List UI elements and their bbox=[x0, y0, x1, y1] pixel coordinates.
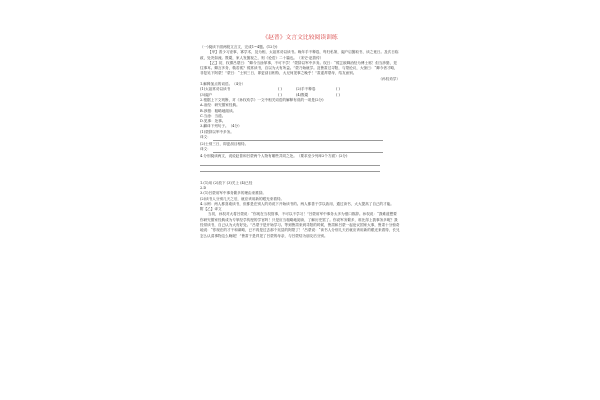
answer-line bbox=[213, 136, 383, 141]
q1-item: (1)太祖常劝以读书 bbox=[200, 87, 231, 92]
translation-heading: 附【乙】译文 bbox=[200, 207, 222, 212]
document bbox=[200, 34, 400, 354]
q1-item: (4)既薨 bbox=[295, 92, 309, 97]
answer-line bbox=[200, 167, 380, 172]
question-4: 4.分别阅读两文，说说赵普和吕蒙两个人物有哪些共同之处。（要求至少列举2个方面）(2分) bbox=[200, 154, 348, 159]
doc-title: 《赵普》文言文比较阅读训练 bbox=[262, 35, 338, 41]
answer-1: 1.(1)用 (2)放下 (3)关上 (4)已经 bbox=[200, 180, 253, 185]
translation-label: 译文： bbox=[200, 147, 211, 152]
answer-4: 4.示例：两人都喜欢读书，但都是在别人的劝说下开始读书的。两人都善于学以致用，通过读书，大大提高了自己的才能。 bbox=[200, 201, 394, 206]
q2-option-b: B.涉猎：粗略地阅读。 bbox=[200, 108, 237, 113]
q2-option-a: A.治经：研究儒家经典。 bbox=[200, 103, 240, 108]
translation-label: 译文： bbox=[200, 135, 211, 140]
text-b: 【乙】初，权谓吕蒙曰：“卿今当涂掌事，不可不学！”蒙辞以军中多务。权曰：“孤岂欲卿治经为博士邪！但当涉猎，见往事耳。卿言多务，孰若孤？孤常读书，自以为大有所益。”蒙乃始就学。及鲁肃过寻阳，与蒙论议，大惊曰：“卿今者才略，非复吴下阿蒙！”蒙曰：“士别三日，即更刮目相待，大兄何见事之晚乎！”肃遂拜蒙母，结友而别。 bbox=[200, 60, 398, 76]
q1-blank: ( ) bbox=[278, 87, 282, 92]
answer-3: 3.(1)吕蒙用军中事务繁多的理由来推辞。 bbox=[200, 191, 267, 196]
translation-text: 当初，孙权对大将吕蒙说：“你现在当权管事，不可以不学习！”吕蒙用军中事务太多为借口推辞。孙权说：“我难道想要你研究儒家经典成为专掌经学传授的学官吗！只是应当粗略地阅读，了解历史罢了。你说军务繁多，谁比得上我事务多呢？我经常读书，自己认为大有好处。”吕蒙于是开始学习。等到鲁肃来到寻阳的时候，鲁肃和吕蒙一起论议国家大事，鲁肃十分惊奇地说：“你现在的才干和谋略，已不再是过去那个吴县的阿蒙了！”吕蒙说：“读书人分别几天后就应该用新的眼光来看待，长兄怎么认清事物这么晚呢！”鲁肃于是拜见了吕蒙的母亲，与吕蒙结为朋友后分别。 bbox=[200, 212, 400, 238]
intro: （一)阅读下面两段文言文，完成1~4题。(12分) bbox=[200, 45, 278, 49]
text-b-source: （孙权劝学） bbox=[378, 76, 400, 81]
text-a: 【甲】普少习吏事，寡学术，及为相，太祖常劝以读书。晚年手不释卷，每归私第，阖户启箧取书，读之竟日。及次日临政，处决如流。既薨，家人发箧视之，则《论语》二十篇也。（宋史·赵普传） bbox=[200, 50, 399, 60]
q2-option-d: D.见事：处事。 bbox=[200, 119, 226, 124]
question-2: 2.根据上下文判断，对《孙权劝学》一文中相关词语的解释有误的一项是(2分) bbox=[200, 97, 324, 102]
answer-line bbox=[213, 148, 383, 153]
q1-item: (3)阖户 bbox=[200, 92, 213, 97]
answer-line bbox=[200, 161, 380, 166]
q2-option-c: C.当涂：当道。 bbox=[200, 113, 226, 118]
q3-answer-line-1 bbox=[200, 135, 400, 142]
q1-blank: ( ) bbox=[278, 92, 282, 97]
q3-sentence-1: (1)蒙辞以军中多务。 bbox=[200, 129, 234, 134]
answer-2: 2.D bbox=[200, 185, 207, 190]
q1-blank: ( ) bbox=[335, 92, 340, 97]
question-1: 1.解释加点的词语。（4分） bbox=[200, 82, 246, 87]
question-3: 3.翻译下列句子。（4分） bbox=[200, 124, 242, 129]
q1-item: (2)手不释卷 bbox=[295, 87, 316, 92]
q3-sentence-2: (2)士别三日，即更刮目相待。 bbox=[200, 142, 249, 147]
answer-3b: (2)读书人分别几天之后，就应该用新的眼光来看待。 bbox=[200, 196, 285, 201]
q1-blank: ( ) bbox=[335, 87, 340, 92]
